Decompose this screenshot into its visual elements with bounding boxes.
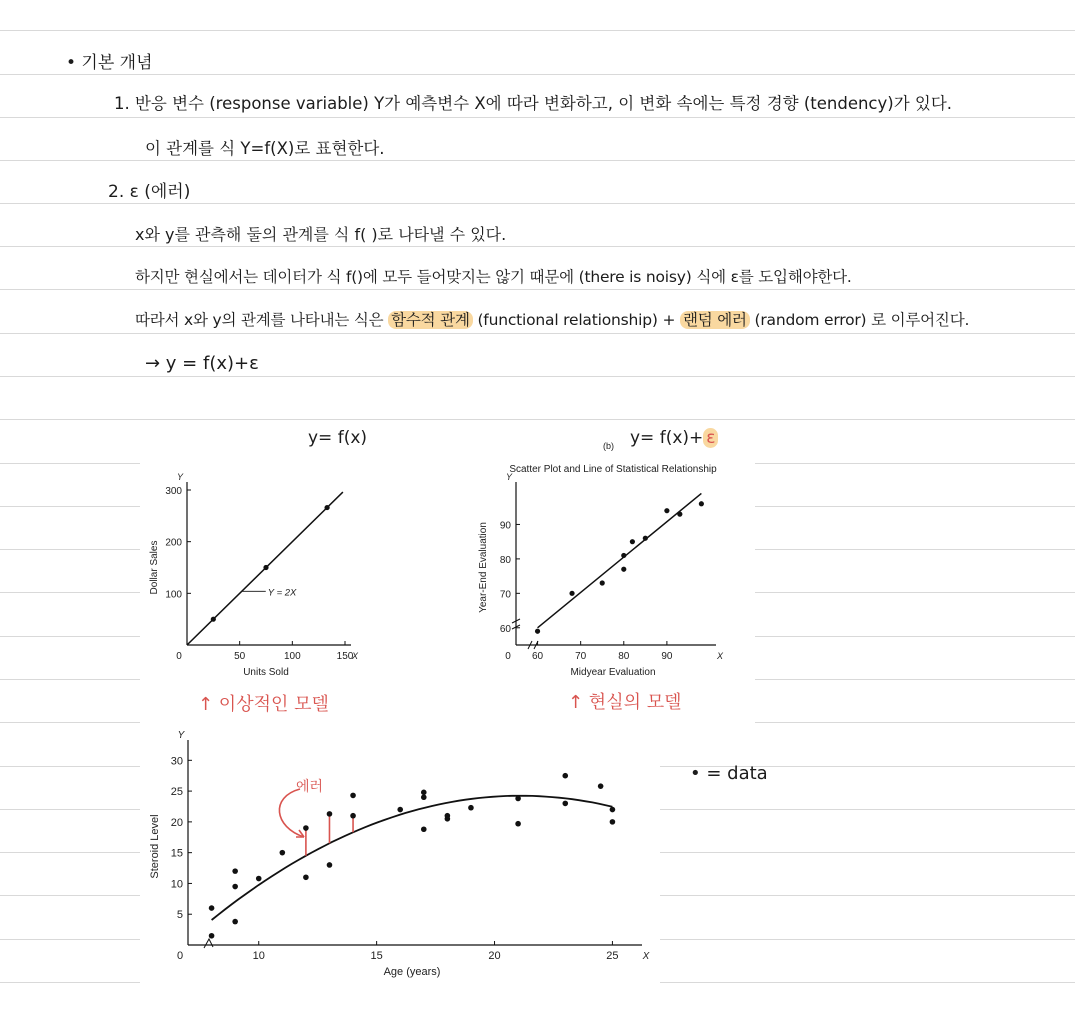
data-point (421, 826, 427, 832)
data-point (350, 793, 356, 799)
data-point (209, 905, 215, 911)
y-tick-label: 10 (170, 878, 183, 891)
data-point (610, 819, 616, 825)
data-point (677, 512, 682, 517)
x-tick-label: 60 (531, 651, 544, 662)
item1-line1: 1. 반응 변수 (response variable) Y가 예측변수 X에 따라 변화하고, 이 변화 속에는 특정 경향 (tendency)가 있다. (114, 94, 953, 113)
line-label: Y = 2X (267, 587, 297, 599)
x-tick-label: 25 (606, 950, 619, 962)
chart-ideal-model (140, 450, 380, 690)
x-tick-label: 20 (488, 950, 501, 962)
item1-line2: 이 관계를 식 Y=f(X)로 표현한다. (145, 139, 385, 158)
y-tick-label: 90 (499, 520, 511, 532)
y-tick-label: 300 (165, 486, 182, 497)
y-tick-label: 15 (170, 847, 183, 860)
x-axis-break (204, 939, 213, 948)
item2-title: 2. ε (에러) (108, 182, 191, 202)
x-tick-label: 90 (661, 651, 673, 662)
data-point (209, 933, 215, 939)
data-point (621, 553, 626, 558)
formula: → y = f(x)+ε (145, 353, 259, 374)
y-tick-label: 5 (176, 909, 183, 922)
y-tick-label: 60 (499, 623, 511, 635)
data-point (664, 508, 669, 513)
notes-heading: • 기본 개념 (66, 53, 153, 73)
x-tick-label: 100 (283, 651, 301, 662)
y-tick-label: 80 (499, 554, 511, 566)
data-point (421, 790, 427, 796)
data-point (232, 868, 238, 874)
data-point (327, 862, 333, 868)
data-point (263, 565, 268, 570)
x-axis-label: Units Sold (243, 667, 289, 678)
y-axis-label: Dollar Sales (149, 540, 160, 595)
data-point (610, 807, 616, 813)
data-point (256, 876, 262, 882)
x-tick-label: 80 (618, 651, 630, 662)
right-title (630, 428, 718, 448)
data-point (303, 874, 309, 880)
y-tick-label: 70 (499, 589, 511, 601)
left-caption: ↑ 이상적인 모델 (198, 694, 329, 715)
data-point (280, 850, 286, 856)
origin-label: 0 (505, 651, 511, 662)
data-point (535, 629, 540, 634)
item2-line2: 하지만 현실에서는 데이터가 식 f()에 모두 들어맞지는 않기 때문에 (there is noisy) 식에 ε를 도입해야한다. (135, 268, 852, 286)
y-axis-letter: Y (177, 730, 185, 741)
y-axis-label: Year-End Evaluation (478, 522, 489, 613)
chart-title: Scatter Plot and Line of Statistical Relationship (509, 464, 717, 475)
regression-line (538, 493, 702, 627)
x-tick-label: 15 (370, 950, 383, 962)
panel-label: (b) (603, 441, 614, 451)
data-point (232, 884, 238, 890)
y-tick-label: 30 (170, 755, 183, 768)
data-point (630, 539, 635, 544)
data-point (515, 821, 521, 827)
x-axis-letter: X (642, 951, 650, 962)
data-point (515, 796, 521, 802)
x-tick-label: 70 (575, 651, 587, 662)
chart-steroid-level (140, 730, 660, 980)
data-point (232, 919, 238, 925)
right-caption: ↑ 현실의 모델 (568, 692, 682, 713)
data-point (327, 811, 333, 817)
item2-line1: x와 y를 관측해 둘의 관계를 식 f( )로 나타낼 수 있다. (135, 225, 507, 244)
right-title-text: y= f(x)+ (630, 428, 704, 448)
data-point (324, 505, 329, 510)
origin-label: 0 (176, 950, 184, 962)
y-tick-label: 25 (170, 786, 183, 799)
x-tick-label: 150 (336, 651, 354, 662)
x-axis-label: Age (years) (383, 966, 441, 978)
y-axis-label: Steroid Level (149, 814, 161, 879)
y-tick-label: 100 (165, 589, 182, 601)
right-title-eps: ε (703, 428, 718, 448)
x-axis-letter: X (351, 651, 359, 661)
item2-line3-a: 따라서 x와 y의 관계를 나타내는 식은 (135, 311, 389, 329)
item2-line3-c: (random error) 로 이루어진다. (749, 311, 970, 329)
origin-label: 0 (176, 651, 182, 662)
y-tick-label: 200 (165, 537, 182, 549)
y-axis-letter: Y (176, 472, 184, 482)
y-tick-label: 20 (170, 816, 183, 829)
y-axis-letter: Y (505, 472, 513, 482)
data-point (562, 773, 568, 779)
data-point (569, 591, 574, 596)
data-point (699, 501, 704, 506)
data-point (598, 783, 604, 789)
data-point (397, 807, 403, 813)
error-label: 에러 (296, 779, 324, 795)
x-axis-letter: X (716, 651, 724, 661)
item2-line3-b: (functional relationship) + (472, 311, 680, 329)
x-axis-label: Midyear Evaluation (570, 667, 656, 678)
data-point (421, 794, 427, 800)
data-point (621, 567, 626, 572)
data-point (211, 617, 216, 622)
left-title: y= f(x) (308, 428, 368, 448)
data-point (643, 536, 648, 541)
data-point (445, 813, 451, 819)
data-legend: • = data (690, 763, 768, 784)
x-tick-label: 50 (234, 651, 246, 662)
error-arrow (268, 785, 318, 845)
data-point (600, 580, 605, 585)
highlight-functional: 함수적 관계 (388, 311, 473, 329)
data-point (350, 813, 356, 819)
data-point (562, 801, 568, 807)
data-point (468, 805, 474, 811)
x-tick-label: 10 (252, 950, 265, 962)
highlight-random-error: 랜덤 에러 (680, 311, 750, 329)
item2-line3 (135, 308, 969, 330)
error-arrow-curve (279, 789, 304, 837)
chart-statistical-relationship (470, 441, 740, 690)
